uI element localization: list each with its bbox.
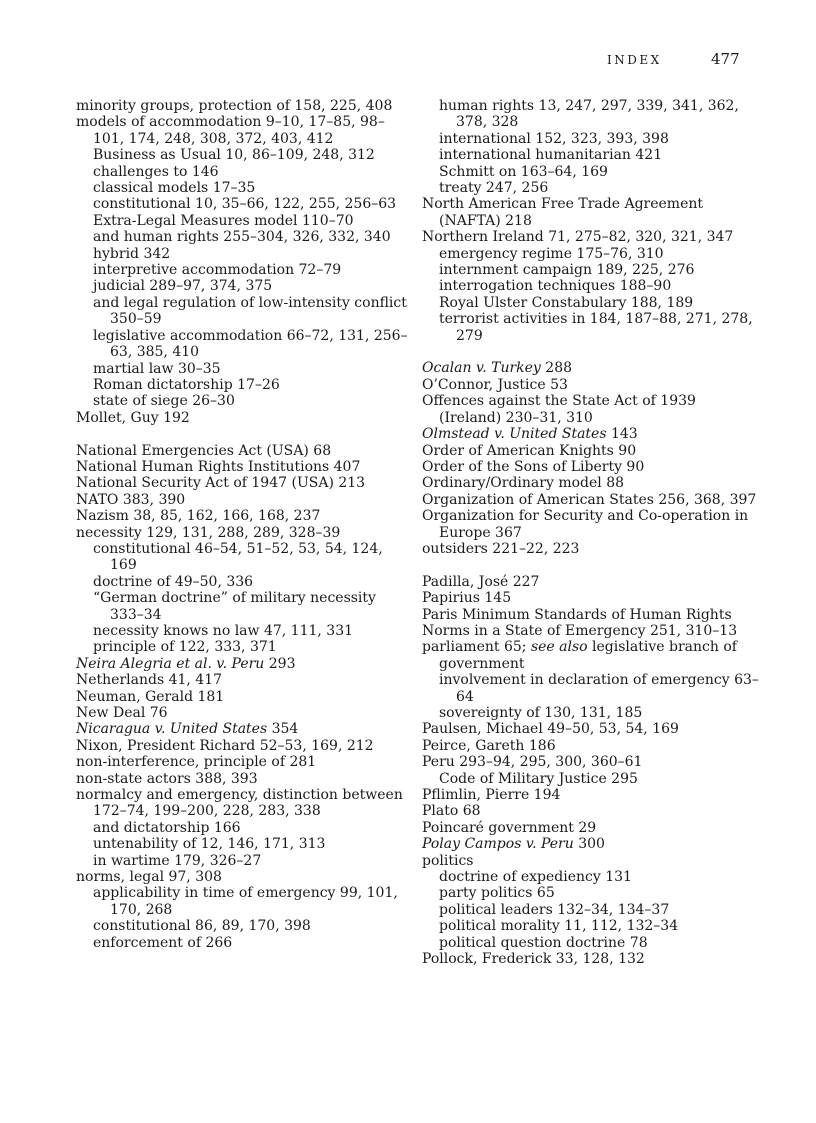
entry-text: international 152, 323, 393, 398	[439, 130, 669, 147]
entry-text: Organization of American States 256, 368, 397	[422, 491, 757, 508]
entry-text: Ordinary/Ordinary model 88	[422, 475, 625, 492]
entry-text: Padilla, José 227	[422, 573, 540, 590]
header-title: INDEX	[607, 53, 662, 67]
entry-text: Nazism 38, 85, 162, 166, 168, 237	[76, 508, 321, 525]
entry-text: outsiders 221–22, 223	[422, 540, 580, 557]
entry-text: Pollock, Frederick 33, 128, 132	[422, 951, 645, 968]
index-subentry	[76, 853, 411, 869]
entry-text: Poincaré government 29	[422, 819, 597, 836]
index-subentry	[422, 935, 762, 951]
entry-text: and dictatorship 166	[93, 819, 241, 836]
index-entry	[76, 492, 411, 508]
entry-text: Nixon, President Richard 52–53, 169, 212	[76, 737, 374, 754]
index-subentry	[422, 705, 762, 721]
index-subentry	[422, 131, 762, 147]
index-column-right	[422, 98, 762, 968]
entry-text: hybrid 342	[93, 245, 171, 262]
index-entry	[76, 508, 411, 524]
index-column-left	[76, 98, 411, 951]
index-subentry	[422, 180, 762, 196]
index-subentry	[422, 262, 762, 278]
index-subentry	[422, 147, 762, 163]
index-entry	[422, 475, 762, 491]
page-number: 477	[711, 50, 740, 68]
index-subentry	[76, 393, 411, 409]
index-entry	[422, 426, 762, 442]
entry-text: non-state actors 388, 393	[76, 770, 258, 787]
entry-text: National Human Rights Institutions 407	[76, 458, 361, 475]
entry-text: treaty 247, 256	[439, 180, 549, 197]
entry-text: see also	[530, 639, 588, 656]
index-entry	[422, 853, 762, 869]
index-subentry	[422, 311, 762, 344]
entry-text: enforcement of 266	[93, 934, 233, 951]
entry-text: and legal regulation of low-intensity conflict 350–59	[93, 294, 407, 328]
entry-text: judicial 289–97, 374, 375	[93, 278, 273, 295]
entry-text: martial law 30–35	[93, 360, 221, 377]
index-entry	[76, 459, 411, 475]
index-entry	[76, 410, 411, 426]
index-entry	[422, 607, 762, 623]
entry-text: Extra-Legal Measures model 110–70	[93, 212, 354, 229]
index-entry	[76, 525, 411, 541]
index-entry	[76, 705, 411, 721]
index-entry	[76, 869, 411, 885]
index-subentry	[76, 295, 411, 328]
index-entry	[422, 639, 762, 672]
index-entry	[76, 771, 411, 787]
entry-text: Neuman, Gerald 181	[76, 688, 225, 705]
index-entry	[422, 443, 762, 459]
entry-text: Northern Ireland 71, 275–82, 320, 321, 347	[422, 229, 734, 246]
entry-text: National Security Act of 1947 (USA) 213	[76, 475, 366, 492]
entry-text: necessity knows no law 47, 111, 331	[93, 622, 354, 639]
index-entry	[422, 754, 762, 770]
entry-text: politics	[422, 852, 474, 869]
entry-text: Olmstead v. United States	[422, 426, 607, 443]
running-header	[0, 52, 816, 72]
index-entry	[422, 459, 762, 475]
index-subentry	[76, 196, 411, 212]
entry-text: Papirius 145	[422, 590, 512, 607]
index-entry	[76, 443, 411, 459]
index-subentry	[422, 918, 762, 934]
index-subentry	[76, 918, 411, 934]
index-entry	[76, 787, 411, 820]
entry-text: Pflimlin, Pierre 194	[422, 787, 561, 804]
index-entry	[422, 574, 762, 590]
index-entry	[76, 754, 411, 770]
entry-text: political leaders 132–34, 134–37	[439, 901, 670, 918]
index-entry	[422, 787, 762, 803]
entry-text: Ocalan v. Turkey	[422, 360, 541, 377]
index-entry	[422, 229, 762, 245]
index-entry	[422, 721, 762, 737]
index-subentry	[422, 902, 762, 918]
entry-text: necessity 129, 131, 288, 289, 328–39	[76, 524, 341, 541]
index-entry	[422, 508, 762, 541]
index-subentry	[76, 278, 411, 294]
index-subentry	[76, 262, 411, 278]
index-subentry	[422, 278, 762, 294]
entry-text: in wartime 179, 326–27	[93, 852, 262, 869]
index-subentry	[76, 935, 411, 951]
entry-text: legislative branch of government	[439, 639, 737, 672]
entry-text: minority groups, protection of 158, 225, 408	[76, 98, 393, 114]
entry-text: applicability in time of emergency 99, 101, 170, 268	[93, 885, 398, 918]
entry-text: 300	[573, 836, 605, 853]
index-entry	[76, 672, 411, 688]
entry-text: emergency regime 175–76, 310	[439, 245, 664, 262]
entry-text: Nicaragua v. United States	[76, 721, 268, 738]
entry-text: norms, legal 97, 308	[76, 869, 222, 886]
index-subentry	[422, 246, 762, 262]
entry-text: Plato 68	[422, 803, 481, 820]
entry-text: classical models 17–35	[93, 180, 256, 197]
entry-text: parliament 65;	[422, 639, 531, 656]
index-entry	[422, 196, 762, 229]
entry-text: Peru 293–94, 295, 300, 360–61	[422, 754, 643, 771]
entry-text: 354	[267, 721, 299, 738]
index-subentry	[422, 869, 762, 885]
index-entry	[422, 623, 762, 639]
entry-text: O’Connor, Justice 53	[422, 376, 568, 393]
entry-text: Royal Ulster Constabulary 188, 189	[439, 294, 694, 311]
entry-text: Mollet, Guy 192	[76, 409, 190, 426]
entry-text: models of accommodation 9–10, 17–85, 98–101, 174, 248, 308, 372, 403, 412	[76, 114, 385, 147]
entry-text: party politics 65	[439, 885, 555, 902]
entry-text: 143	[606, 426, 638, 443]
entry-text: political morality 11, 112, 132–34	[439, 918, 679, 935]
index-entry	[422, 951, 762, 967]
index-subentry	[76, 180, 411, 196]
entry-text: Code of Military Justice 295	[439, 770, 638, 787]
entry-text: doctrine of 49–50, 336	[93, 573, 254, 590]
entry-text: Paris Minimum Standards of Human Rights	[422, 606, 732, 623]
entry-text: Order of the Sons of Liberty 90	[422, 458, 645, 475]
entry-text: non-interference, principle of 281	[76, 754, 317, 771]
index-subentry	[76, 377, 411, 393]
index-subentry	[76, 147, 411, 163]
entry-text: human rights 13, 247, 297, 339, 341, 362, 378, 328	[439, 98, 739, 131]
index-subentry	[76, 229, 411, 245]
entry-text: Schmitt on 163–64, 169	[439, 163, 608, 180]
index-subentry	[76, 361, 411, 377]
index-subentry	[422, 164, 762, 180]
entry-text: Offences against the State Act of 1939 (Ireland) 230–31, 310	[422, 393, 696, 426]
index-subentry	[76, 836, 411, 852]
entry-text: challenges to 146	[93, 163, 219, 180]
index-subentry	[76, 885, 411, 918]
entry-text: legislative accommodation 66–72, 131, 256–63, 385, 410	[93, 327, 408, 361]
entry-text: Peirce, Gareth 186	[422, 737, 556, 754]
entry-text: international humanitarian 421	[439, 147, 663, 164]
index-entry	[422, 377, 762, 393]
entry-text: and human rights 255–304, 326, 332, 340	[93, 229, 391, 246]
index-subentry	[76, 541, 411, 574]
entry-text: NATO 383, 390	[76, 491, 186, 508]
index-subentry	[76, 623, 411, 639]
entry-text: principle of 122, 333, 371	[93, 639, 277, 656]
entry-text: constitutional 10, 35–66, 122, 255, 256–63	[93, 196, 397, 213]
entry-text: state of siege 26–30	[93, 393, 235, 410]
entry-text: Roman dictatorship 17–26	[93, 376, 280, 393]
entry-text: 293	[264, 655, 296, 672]
index-entry	[76, 98, 411, 114]
index-subentry	[422, 771, 762, 787]
entry-text: Order of American Knights 90	[422, 442, 637, 459]
entry-text: Netherlands 41, 417	[76, 672, 223, 689]
index-subentry	[76, 164, 411, 180]
entry-text: terrorist activities in 184, 187–88, 271, 278, 279	[439, 311, 753, 344]
index-entry	[422, 393, 762, 426]
entry-text: constitutional 86, 89, 170, 398	[93, 918, 311, 935]
index-entry	[76, 114, 411, 147]
index-subentry	[76, 590, 411, 623]
index-subentry	[76, 639, 411, 655]
index-entry	[422, 803, 762, 819]
index-entry	[422, 836, 762, 852]
index-subentry	[422, 672, 762, 705]
entry-text: political question doctrine 78	[439, 934, 648, 951]
index-subentry	[76, 574, 411, 590]
entry-text: internment campaign 189, 225, 276	[439, 262, 695, 279]
entry-text: Polay Campos v. Peru	[422, 836, 574, 853]
entry-text: doctrine of expediency 131	[439, 869, 632, 886]
index-subentry	[76, 246, 411, 262]
entry-text: “German doctrine” of military necessity 333–34	[93, 590, 376, 623]
index-entry	[422, 590, 762, 606]
entry-text: constitutional 46–54, 51–52, 53, 54, 124, 169	[93, 540, 383, 574]
index-subentry	[76, 820, 411, 836]
index-subentry	[422, 295, 762, 311]
index-entry	[422, 360, 762, 376]
entry-text: untenability of 12, 146, 171, 313	[93, 836, 326, 853]
index-entry	[76, 475, 411, 491]
entry-text: sovereignty of 130, 131, 185	[439, 705, 643, 721]
entry-text: interpretive accommodation 72–79	[93, 262, 342, 279]
index-entry	[76, 738, 411, 754]
entry-text: Organization for Security and Co-operation in Europe 367	[422, 508, 749, 541]
index-entry	[422, 492, 762, 508]
entry-text: National Emergencies Act (USA) 68	[76, 442, 332, 459]
index-entry	[76, 721, 411, 737]
index-subentry	[422, 98, 762, 131]
entry-text: interrogation techniques 188–90	[439, 278, 672, 295]
index-subentry	[422, 885, 762, 901]
entry-text: 288	[540, 360, 573, 377]
index-entry	[422, 738, 762, 754]
entry-text: normalcy and emergency, distinction between 172–74, 199–200, 228, 283, 338	[76, 787, 403, 820]
index-entry	[422, 820, 762, 836]
index-subentry	[76, 328, 411, 361]
entry-text: Norms in a State of Emergency 251, 310–13	[422, 622, 738, 639]
entry-text: involvement in declaration of emergency 63–64	[439, 672, 759, 705]
index-entry	[76, 689, 411, 705]
entry-text: New Deal 76	[76, 705, 168, 722]
entry-text: North American Free Trade Agreement (NAFTA) 218	[422, 196, 703, 229]
index-entry	[76, 656, 411, 672]
index-subentry	[76, 213, 411, 229]
index-entry	[422, 541, 762, 557]
entry-text: Neira Alegria et al. v. Peru	[76, 655, 265, 672]
entry-text: Paulsen, Michael 49–50, 53, 54, 169	[422, 721, 679, 738]
entry-text: Business as Usual 10, 86–109, 248, 312	[93, 147, 375, 164]
